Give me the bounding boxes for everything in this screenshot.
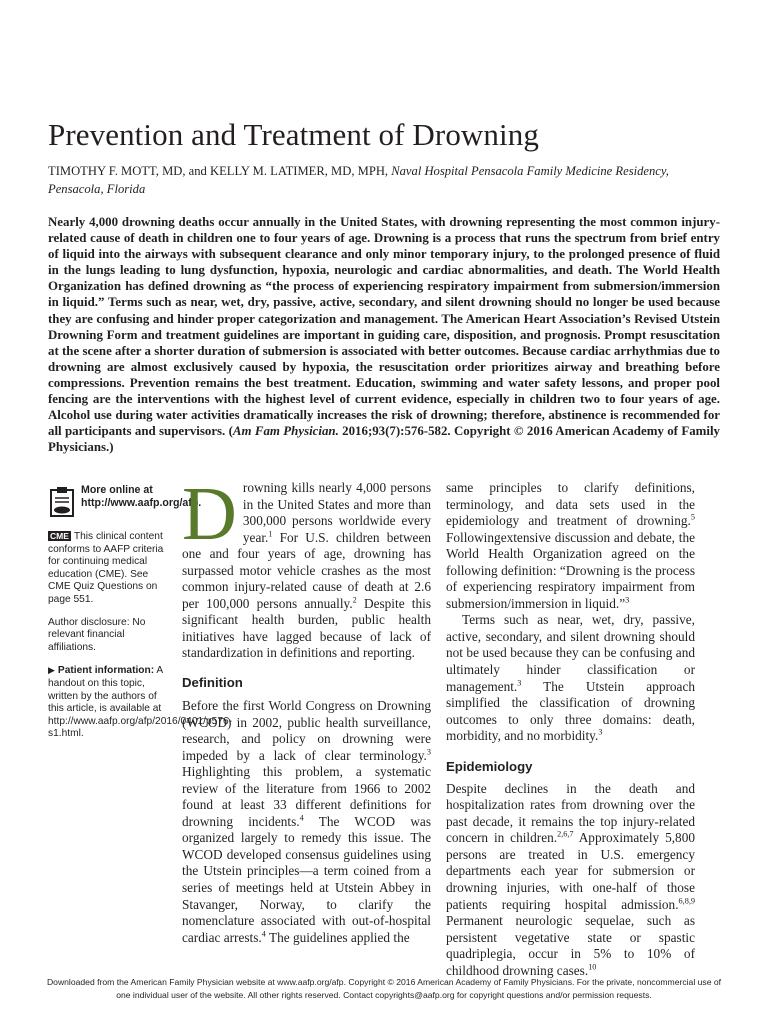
citation-ref: 4 [299,813,304,823]
author-disclosure: Author disclosure: No relevant financial affiliations. [48,616,146,653]
body-column-1 [182,472,432,946]
section-heading-definition: Definition [182,675,243,691]
definition-paragraph-1-cont [446,480,695,612]
citation-ref: 1 [268,529,273,539]
intro-text-a: rowning kills nearly 4,000 persons in the United States and more than 300,000 persons worldwide every year. [242,480,431,545]
epi-text-c: Permanent neurologic sequelae, such as persistent vegetative state or spastic quadriplegia, occur in 5% to 10% of childhood drowning cases. [446,913,695,978]
intro-text-c: Despite this significant health burden, public health initiatives have lagged because of lack of standardization in definitions and reporting. [182,595,431,661]
abstract [48,214,720,455]
epi-text-b: Approximately 5,800 persons are treated in U.S. emergency departments each year for submersion or drowning injuries, with one-half of those patients requiring hospital admission. [446,830,695,912]
citation-ref: 2,6,7 [557,829,574,839]
author-names: TIMOTHY F. MOTT, MD, and KELLY M. LATIMER, MD, MPH, [48,164,389,178]
patient-info-text[interactable]: A handout on this topic, written by the authors of this article, is available at http://www.aafp.org/afp/2016/0401/p576-s1.html. [48,665,233,740]
citation-ref: 3 [426,747,431,757]
citation-ref: 3 [598,727,603,737]
def-text-a: Before the first World Congress on Drowning (WCOD) in 2002, public health surveillance, research, and policy on drowning were impeded by a lack of clear terminology. [182,698,431,763]
author-byline [48,162,708,198]
def-text-e: extensive discussion and debate, the World Health Organization agreed on the following definition: “Drowning is the process of experiencing respiratory impairment from submersion/immersion in liquid.” [446,529,695,611]
aafp-clipboard-icon [48,486,76,518]
epi-text-a: Despite declines in the death and hospitalization rates from drowning over the past decade, it remains the top injury-related concern in children. [446,780,695,846]
intro-paragraph [182,472,431,662]
def2-text-a: Terms such as near, wet, dry, passive, active, secondary, and silent drowning should not be used because they can be confusing and ultimately hinder classification or management. [446,612,695,694]
more-online-link[interactable]: More online at http://www.aafp.org/afp. [81,484,202,509]
def-text-e: Following [446,529,501,545]
def-text-c: The WCOD was organized largely to remedy this issue. The WCOD developed consensus guidelines using the Utstein principles—a term coined from a series of meetings held at Utstein Abbey in Stavanger, Norway, to clarify the nomenclature associated with out-of-hospital cardiac arrests. [182,813,432,945]
intro-text-b: For U.S. children between one and four years of age, drowning has surpassed motor vehicle crashes as the most common injury-related cause of death at 2.6 per 100,000 persons annually. [182,529,431,611]
definition-paragraph-1 [182,698,431,946]
article-title: Prevention and Treatment of Drowning [48,117,539,152]
citation-ref: 6,8,9 [678,896,695,906]
cme-note [48,531,166,607]
citation-ref: 3 [625,595,630,605]
patient-info-heading-text: Patient information: [57,665,155,677]
citation-ref: 3 [517,678,522,688]
body-column-2 [446,480,695,979]
citation-ref: 2 [352,595,357,605]
drop-cap: D [182,472,237,556]
def-text-d: The guidelines applied the [265,929,410,945]
cme-text: This clinical content conforms to AAFP criteria for continuing medical education (CME). See CME Quiz Questions on page 551. [48,531,164,605]
abstract-citation-journal: Am Fam Physician. [232,424,339,439]
section-heading-epidemiology: Epidemiology [446,758,533,774]
citation-ref: 10 [588,962,597,972]
abstract-text: Nearly 4,000 drowning deaths occur annually in the United States, with drowning representing the most common injury-related cause of death in children one to four years of age. Drowning is a process that runs the spectrum from brief entry of liquid into the airways with subsequent clearance and only minor temporary injury, to the prolonged presence of fluid in the lungs leading to lung dysfunction, hypoxia, neurologic and cardiac abnormalities, and death. The World Health Organization has defined drowning as “the process of experiencing respiratory impairment from submersion/immersion in liquid.” Terms such as near, wet, dry, passive, active, secondary, and silent drowning should no longer be used because they are confusing and hinder proper categorization and management. The American Heart Association’s Revised Utstein Drowning Form and treatment guidelines are important in guiding care, disposition, and prognosis. Prompt resuscitation at the scene after a shorter duration of submersion is associated with better outcomes. Because cardiac arrhythmias due to drowning are almost exclusively caused by hypoxia, the resuscitation order prioritizes airway and breathing before compressions. Prevention remains the best treatment. Education, swimming and water safety lessons, and proper pool fencing are the interventions with the highest level of current evidence, especially in children two to four years of age. Alcohol use during water activities dramatically increases the risk of drowning; therefore, abstinence is recommended for all participants and supervisors. ( [48,215,720,439]
copyright-footer: Downloaded from the American Family Physician website at www.aafp.org/afp. Copyright © 2016 American Academy of Family Physicians. For the private, noncommercial use of one individual user of the website. All other rights reserved. Contact copyrights@aafp.org for copyright questions and/or permission requests. [46,977,722,1000]
epidemiology-paragraph [446,781,695,980]
definition-paragraph-2 [446,612,695,744]
def-text-d: same principles to clarify definitions, terminology, and data sets used in the epidemiology and treatment of drowning. [446,480,695,529]
triangle-right-icon: ▶ [48,665,55,676]
abstract-citation: 2016;93(7):576-582. Copyright © 2016 American Academy of Family Physicians.) [48,424,720,455]
more-online-block [48,484,202,524]
def-text-b: Highlighting this problem, a systematic review of the literature from 1966 to 2002 found at least 33 different definitions for drowning incidents. [182,764,431,829]
def2-text-b: The Utstein approach simplified the classification of drowning outcomes to only three domains: death, morbidity, and no morbidity. [446,678,695,744]
citation-ref: 5 [690,512,695,522]
citation-ref: 4 [261,929,266,939]
author-affiliation: Naval Hospital Pensacola Family Medicine Residency, Pensacola, Florida [48,164,669,196]
patient-info-heading [48,665,154,676]
cme-badge: CME [50,531,69,541]
